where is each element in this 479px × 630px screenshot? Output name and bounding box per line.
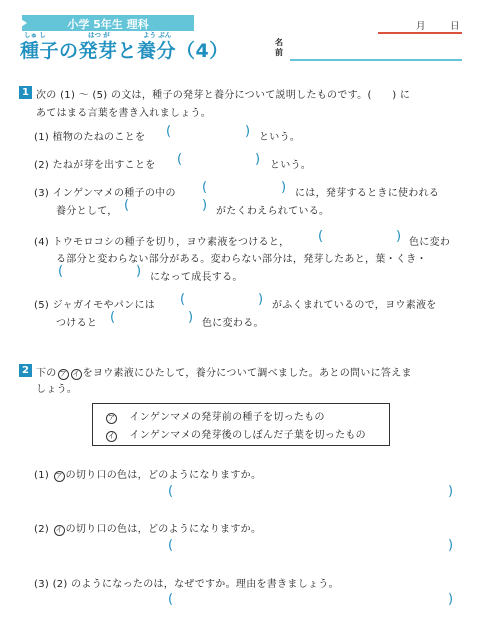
specimen-item-a: [105, 408, 325, 424]
item-text-after: という。: [270, 160, 312, 171]
title-ruby-2: はつ が: [88, 31, 110, 39]
circled-a-icon: ア: [55, 472, 63, 480]
item-text-after: になって成長する。: [150, 272, 243, 283]
answer-open-paren[interactable]: (: [168, 538, 174, 553]
circled-i-icon: イ: [72, 370, 80, 378]
circled-i-icon: イ: [107, 432, 116, 440]
item-text-after: という。: [259, 132, 301, 143]
q1-intro-line2: あてはまる言葉を書き入れましょう。: [36, 108, 212, 119]
intro-text: 下の: [36, 368, 57, 379]
answer-close-paren[interactable]: ): [258, 292, 264, 307]
specimen-text: インゲンマメの発芽後のしぼんだ子葉を切ったもの: [129, 430, 366, 441]
title-ruby-3: よう ぶん: [143, 31, 172, 39]
answer-open-paren[interactable]: (: [58, 264, 64, 279]
question-text: (2) のようになったのは，なぜですか。理由を書きましょう。: [52, 579, 339, 590]
item-number: (1): [34, 132, 50, 143]
q2-question-2: [34, 520, 261, 536]
q2-intro-line2: しょう。: [36, 384, 78, 395]
q1-item-3-line2: 養分として，: [56, 206, 118, 217]
answer-close-paren[interactable]: ): [448, 484, 454, 499]
answer-open-paren[interactable]: (: [168, 592, 174, 607]
circled-i-icon: イ: [55, 526, 63, 534]
item-text: トウモロコシの種子を切り，ヨウ素液をつけると，: [52, 237, 290, 248]
q1-item-5-line1: [34, 296, 155, 311]
item-text: たねが芽を出すことを: [52, 160, 156, 171]
item-number: (5): [34, 300, 50, 311]
answer-close-paren[interactable]: ): [396, 229, 402, 244]
answer-close-paren[interactable]: ): [245, 124, 251, 139]
answer-open-paren[interactable]: (: [202, 180, 208, 195]
answer-close-paren[interactable]: ): [202, 198, 208, 213]
item-text-after: 色に変わ: [409, 237, 451, 248]
answer-open-paren[interactable]: (: [177, 152, 183, 167]
q1-item-4-line1: [34, 233, 289, 248]
answer-close-paren[interactable]: ): [188, 310, 194, 325]
specimen-item-i: [105, 426, 366, 442]
q1-item-5-line2: つけると: [56, 318, 98, 329]
page-title: 種子の発芽と養分（4）: [20, 40, 229, 62]
answer-close-paren[interactable]: ): [255, 152, 261, 167]
answer-close-paren[interactable]: ): [281, 180, 287, 195]
answer-open-paren[interactable]: (: [168, 484, 174, 499]
q2-question-3: [34, 575, 339, 590]
question-number-1: 1: [19, 86, 32, 99]
q1-intro-line1: 次の (1) ～ (5) の文は，種子の発芽と養分について説明したものです。( ) に: [36, 90, 411, 101]
item-text: 植物のたねのことを: [52, 132, 146, 143]
q1-item-3-line1: [34, 184, 176, 199]
answer-open-paren[interactable]: (: [110, 310, 116, 325]
question-text: の切り口の色は，どのようになりますか。: [65, 470, 262, 481]
name-field[interactable]: [290, 59, 462, 61]
item-text-after: がふくまれているので，ヨウ素液を: [272, 300, 437, 311]
answer-close-paren[interactable]: ): [136, 264, 142, 279]
date-area: [378, 18, 462, 32]
q1-item-2: [34, 156, 156, 171]
circled-a-icon: ア: [107, 414, 116, 422]
q1-item-1: [34, 128, 145, 143]
answer-open-paren[interactable]: (: [318, 229, 324, 244]
item-text: インゲンマメの種子の中の: [52, 188, 176, 199]
item-text-after: 色に変わる。: [202, 318, 264, 329]
answer-open-paren[interactable]: (: [124, 198, 130, 213]
item-text-after: がたくわえられている。: [216, 206, 330, 217]
question-number-2: 2: [19, 364, 32, 377]
item-number: (4): [34, 237, 50, 248]
specimen-text: インゲンマメの発芽前の種子を切ったもの: [129, 412, 325, 423]
date-underline: [378, 32, 462, 34]
question-text: の切り口の色は，どのようになりますか。: [65, 524, 262, 535]
q1-item-4-line2: る部分と変わらない部分がある。変わらない部分は，発芽したあと，葉・くき・: [56, 254, 427, 265]
item-text-after: には，発芽するときに使われる: [295, 188, 440, 199]
month-label: 月: [416, 21, 426, 32]
intro-text: をヨウ素液にひたして，養分について調べました。あとの問いに答えま: [82, 368, 412, 379]
day-label: 日: [450, 21, 460, 32]
grade-banner: [22, 15, 194, 31]
question-number: (3): [34, 579, 50, 590]
answer-close-paren[interactable]: ): [448, 538, 454, 553]
answer-close-paren[interactable]: ): [448, 592, 454, 607]
question-number: (1): [34, 470, 50, 481]
title-ruby-1: しゅ し: [24, 31, 46, 39]
name-label: 名前: [275, 38, 283, 57]
grade-label: 小学 5年生 理科: [67, 18, 149, 31]
item-number: (3): [34, 188, 50, 199]
circled-a-icon: ア: [59, 370, 67, 378]
q2-intro-line1: [36, 364, 412, 380]
answer-open-paren[interactable]: (: [180, 292, 186, 307]
question-number: (2): [34, 524, 50, 535]
q2-question-1: [34, 466, 261, 482]
item-number: (2): [34, 160, 50, 171]
item-text: ジャガイモやパンには: [52, 300, 156, 311]
answer-open-paren[interactable]: (: [166, 124, 172, 139]
